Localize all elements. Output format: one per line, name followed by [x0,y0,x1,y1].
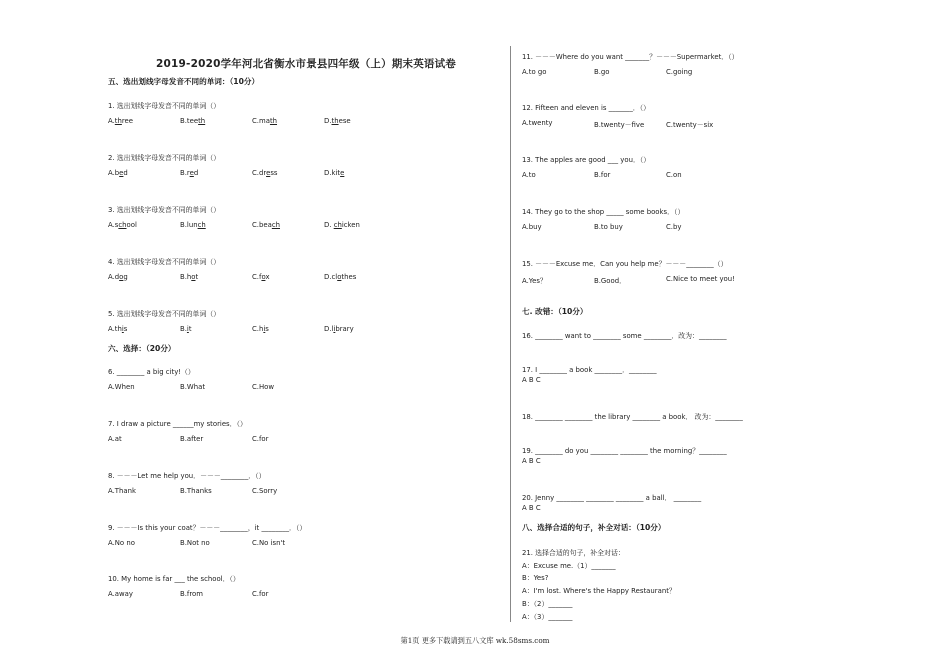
option: B.red [180,169,199,177]
underlined-letters: th [331,117,339,125]
underlined-letters: ch [197,221,206,229]
question-text: 18. ________ ________ the library ________ a book． 改为：________ [522,413,743,421]
option: A.to [522,171,536,179]
option: C.Nice to meet you! [666,275,735,283]
option: A.Yes？ [522,277,547,285]
option: C.going [666,68,693,76]
option: A.When [108,383,135,391]
question-text: 12. Fifteen and eleven is _______．（） [522,104,651,112]
option: D.kite [324,169,345,177]
option: B.Good． [594,277,626,285]
column-divider [510,46,511,622]
option: D. chicken [324,221,360,229]
underlined-letters: i [333,325,336,333]
option: B.hot [180,273,199,281]
dialogue-line: B：Yes? [522,574,549,583]
option: C.on [666,171,682,179]
question-text: 3. 选出划线字母发音不同的单词（） [108,206,221,214]
option: A.buy [522,223,542,231]
underlined-letters: e [119,169,124,177]
option: C.by [666,223,682,231]
underlined-letters: i [186,325,189,333]
option: C.math [252,117,278,125]
question-text: 13. The apples are good ___ you．（） [522,156,651,164]
option: B.go [594,68,610,76]
question-text: 10. My home is far ___ the school．（） [108,575,240,583]
option: C.No isn't [252,539,286,547]
option: C.dress [252,169,278,177]
underlined-letters: th [114,117,122,125]
underlined-letters: th [198,117,206,125]
option: A.this [108,325,128,333]
question-text: 20. Jenny ________ ________ ________ a ball． ________ [522,494,702,502]
option: A.dog [108,273,128,281]
section-7-heading: 七. 改错：（10分） [522,307,588,316]
question-text: 14. They go to the shop _____ some books．（） [522,208,685,216]
option: C.beach [252,221,280,229]
dialogue-line: A：（3）_______ [522,612,573,621]
question-text: 19. ________ do you ________ ________ the morning？________ [522,447,727,455]
option: B.after [180,435,204,443]
question-text: 15. －－－Excuse me．Can you help me？－－－________（） [522,260,728,268]
option: B.lunch [180,221,206,229]
page-footer: 第1页 更多下载请到五八文库 wk.58sms.com [400,636,550,645]
option: D.these [324,117,351,125]
question-text: 17. I ________ a book ________．________ [522,366,657,374]
option: A.twenty [522,119,553,127]
option: C.his [252,325,269,333]
option: D.library [324,325,354,333]
option: B.to buy [594,223,623,231]
option: B.What [180,383,206,391]
section-5-heading: 五、选出划线字母发音不同的单词：（10分） [108,77,260,86]
underlined-letters: i [121,325,124,333]
option: B.teeth [180,117,206,125]
underlined-letters: o [261,273,266,281]
underlined-letters: ch [271,221,280,229]
option-letters: A B C [522,504,541,512]
question-text: 5. 选出划线字母发音不同的单词（） [108,310,221,318]
option: B.for [594,171,611,179]
question-text: 6. ________ a big city!（） [108,368,195,376]
option: B.twenty－five [594,121,645,129]
option: A.at [108,435,122,443]
section-6-heading: 六、选择：（20分） [108,344,176,353]
question-text: 9. －－－Is this your coat？－－－________，it ________．（） [108,524,307,532]
underlined-letters: o [119,273,124,281]
question-text: 2. 选出划线字母发音不同的单词（） [108,154,221,162]
option: A.No no [108,539,135,547]
question-text: 4. 选出划线字母发音不同的单词（） [108,258,221,266]
underlined-letters: ch [118,221,127,229]
option: C.How [252,383,275,391]
option: B.it [180,325,192,333]
question-text: 1. 选出划线字母发音不同的单词（） [108,102,221,110]
option-letters: A B C [522,376,541,384]
option-letters: A B C [522,457,541,465]
option: C.fox [252,273,270,281]
option: C.twenty－six [666,121,714,129]
option: A.away [108,590,133,598]
underlined-letters: i [263,325,266,333]
option: D.clothes [324,273,357,281]
question-text: 7. I draw a picture ______my stories．（） [108,420,247,428]
option: A.school [108,221,137,229]
dialogue-line: 21. 选择合适的句子，补全对话： [522,549,625,557]
option: B.Not no [180,539,210,547]
option: C.for [252,590,269,598]
underlined-letters: e [266,169,271,177]
option: C.Sorry [252,487,278,495]
underlined-letters: o [337,273,342,281]
underlined-letters: th [269,117,278,125]
question-text: 11. －－－Where do you want _______？－－－Supermarket．（） [522,53,739,61]
option: C.for [252,435,269,443]
option: A.Thank [108,487,136,495]
option: B.Thanks [180,487,212,495]
dialogue-line: B：（2）_______ [522,599,573,608]
dialogue-line: A：I'm lost. Where's the Happy Restaurant？ [522,587,676,596]
exam-title: 2019-2020学年河北省衡水市景县四年级（上）期末英语试卷 [155,58,456,70]
underlined-letters: o [191,273,196,281]
underlined-letters: e [189,169,194,177]
question-text: 8. －－－Let me help you．－－－________．（） [108,472,266,480]
option: A.to go [522,68,547,76]
underlined-letters: e [340,169,345,177]
dialogue-line: A：Excuse me.（1）_______ [522,561,616,570]
option: A.three [108,117,134,125]
option: B.from [180,590,203,598]
section-8-heading: 八、选择合适的句子，补全对话：（10分） [522,523,666,532]
option: A.bed [108,169,128,177]
underlined-letters: ch [333,221,342,229]
question-text: 16. ________ want to ________ some ________．改为：________ [522,332,727,340]
